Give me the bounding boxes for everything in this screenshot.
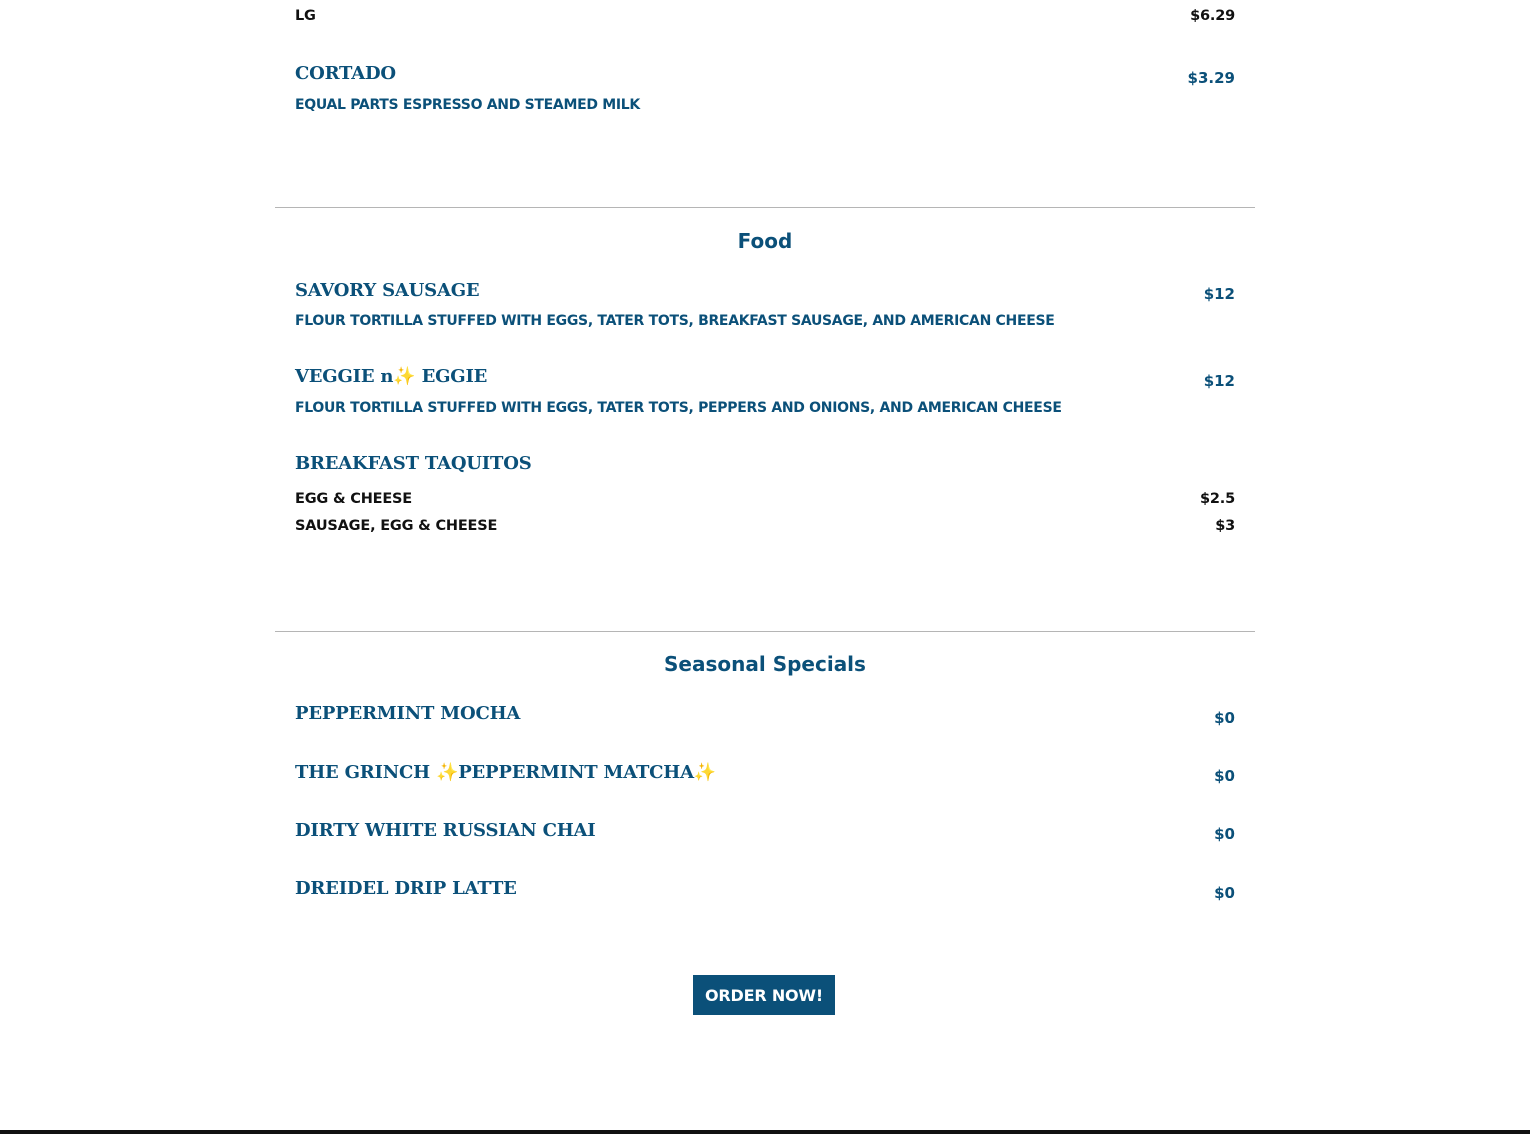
item-price: $3.29 xyxy=(1187,69,1235,87)
size-price: $6.29 xyxy=(1190,8,1235,24)
item-price: $0 xyxy=(1214,767,1235,785)
option-price: $2.5 xyxy=(1200,491,1235,507)
section-title-food: Food xyxy=(737,229,793,253)
item-name: VEGGIE n✨ EGGIE xyxy=(295,366,488,387)
item-price: $0 xyxy=(1214,709,1235,727)
order-now-button[interactable]: ORDER NOW! xyxy=(693,975,835,1015)
option-label: SAUSAGE, EGG & CHEESE xyxy=(295,518,498,534)
option-label: EGG & CHEESE xyxy=(295,491,412,507)
section-divider xyxy=(275,631,1255,632)
item-description: FLOUR TORTILLA STUFFED WITH EGGS, TATER TOTS, PEPPERS AND ONIONS, AND AMERICAN CHEESE xyxy=(295,400,1062,416)
item-price: $0 xyxy=(1214,884,1235,902)
item-price: $12 xyxy=(1203,285,1235,303)
item-name: SAVORY SAUSAGE xyxy=(295,280,480,301)
section-divider xyxy=(275,207,1255,208)
item-name: BREAKFAST TAQUITOS xyxy=(295,453,532,474)
item-name: DREIDEL DRIP LATTE xyxy=(295,878,517,899)
item-name: DIRTY WHITE RUSSIAN CHAI xyxy=(295,820,596,841)
item-price: $0 xyxy=(1214,825,1235,843)
option-price: $3 xyxy=(1215,518,1235,534)
item-name: THE GRINCH ✨PEPPERMINT MATCHA✨ xyxy=(295,762,717,783)
item-description: EQUAL PARTS ESPRESSO AND STEAMED MILK xyxy=(295,97,640,113)
item-price: $12 xyxy=(1203,372,1235,390)
item-name: CORTADO xyxy=(295,63,396,84)
section-title-seasonal: Seasonal Specials xyxy=(664,652,866,676)
item-name: PEPPERMINT MOCHA xyxy=(295,703,521,724)
item-description: FLOUR TORTILLA STUFFED WITH EGGS, TATER TOTS, BREAKFAST SAUSAGE, AND AMERICAN CHEESE xyxy=(295,313,1055,329)
size-label: LG xyxy=(295,8,316,24)
footer-bar xyxy=(0,1130,1530,1134)
